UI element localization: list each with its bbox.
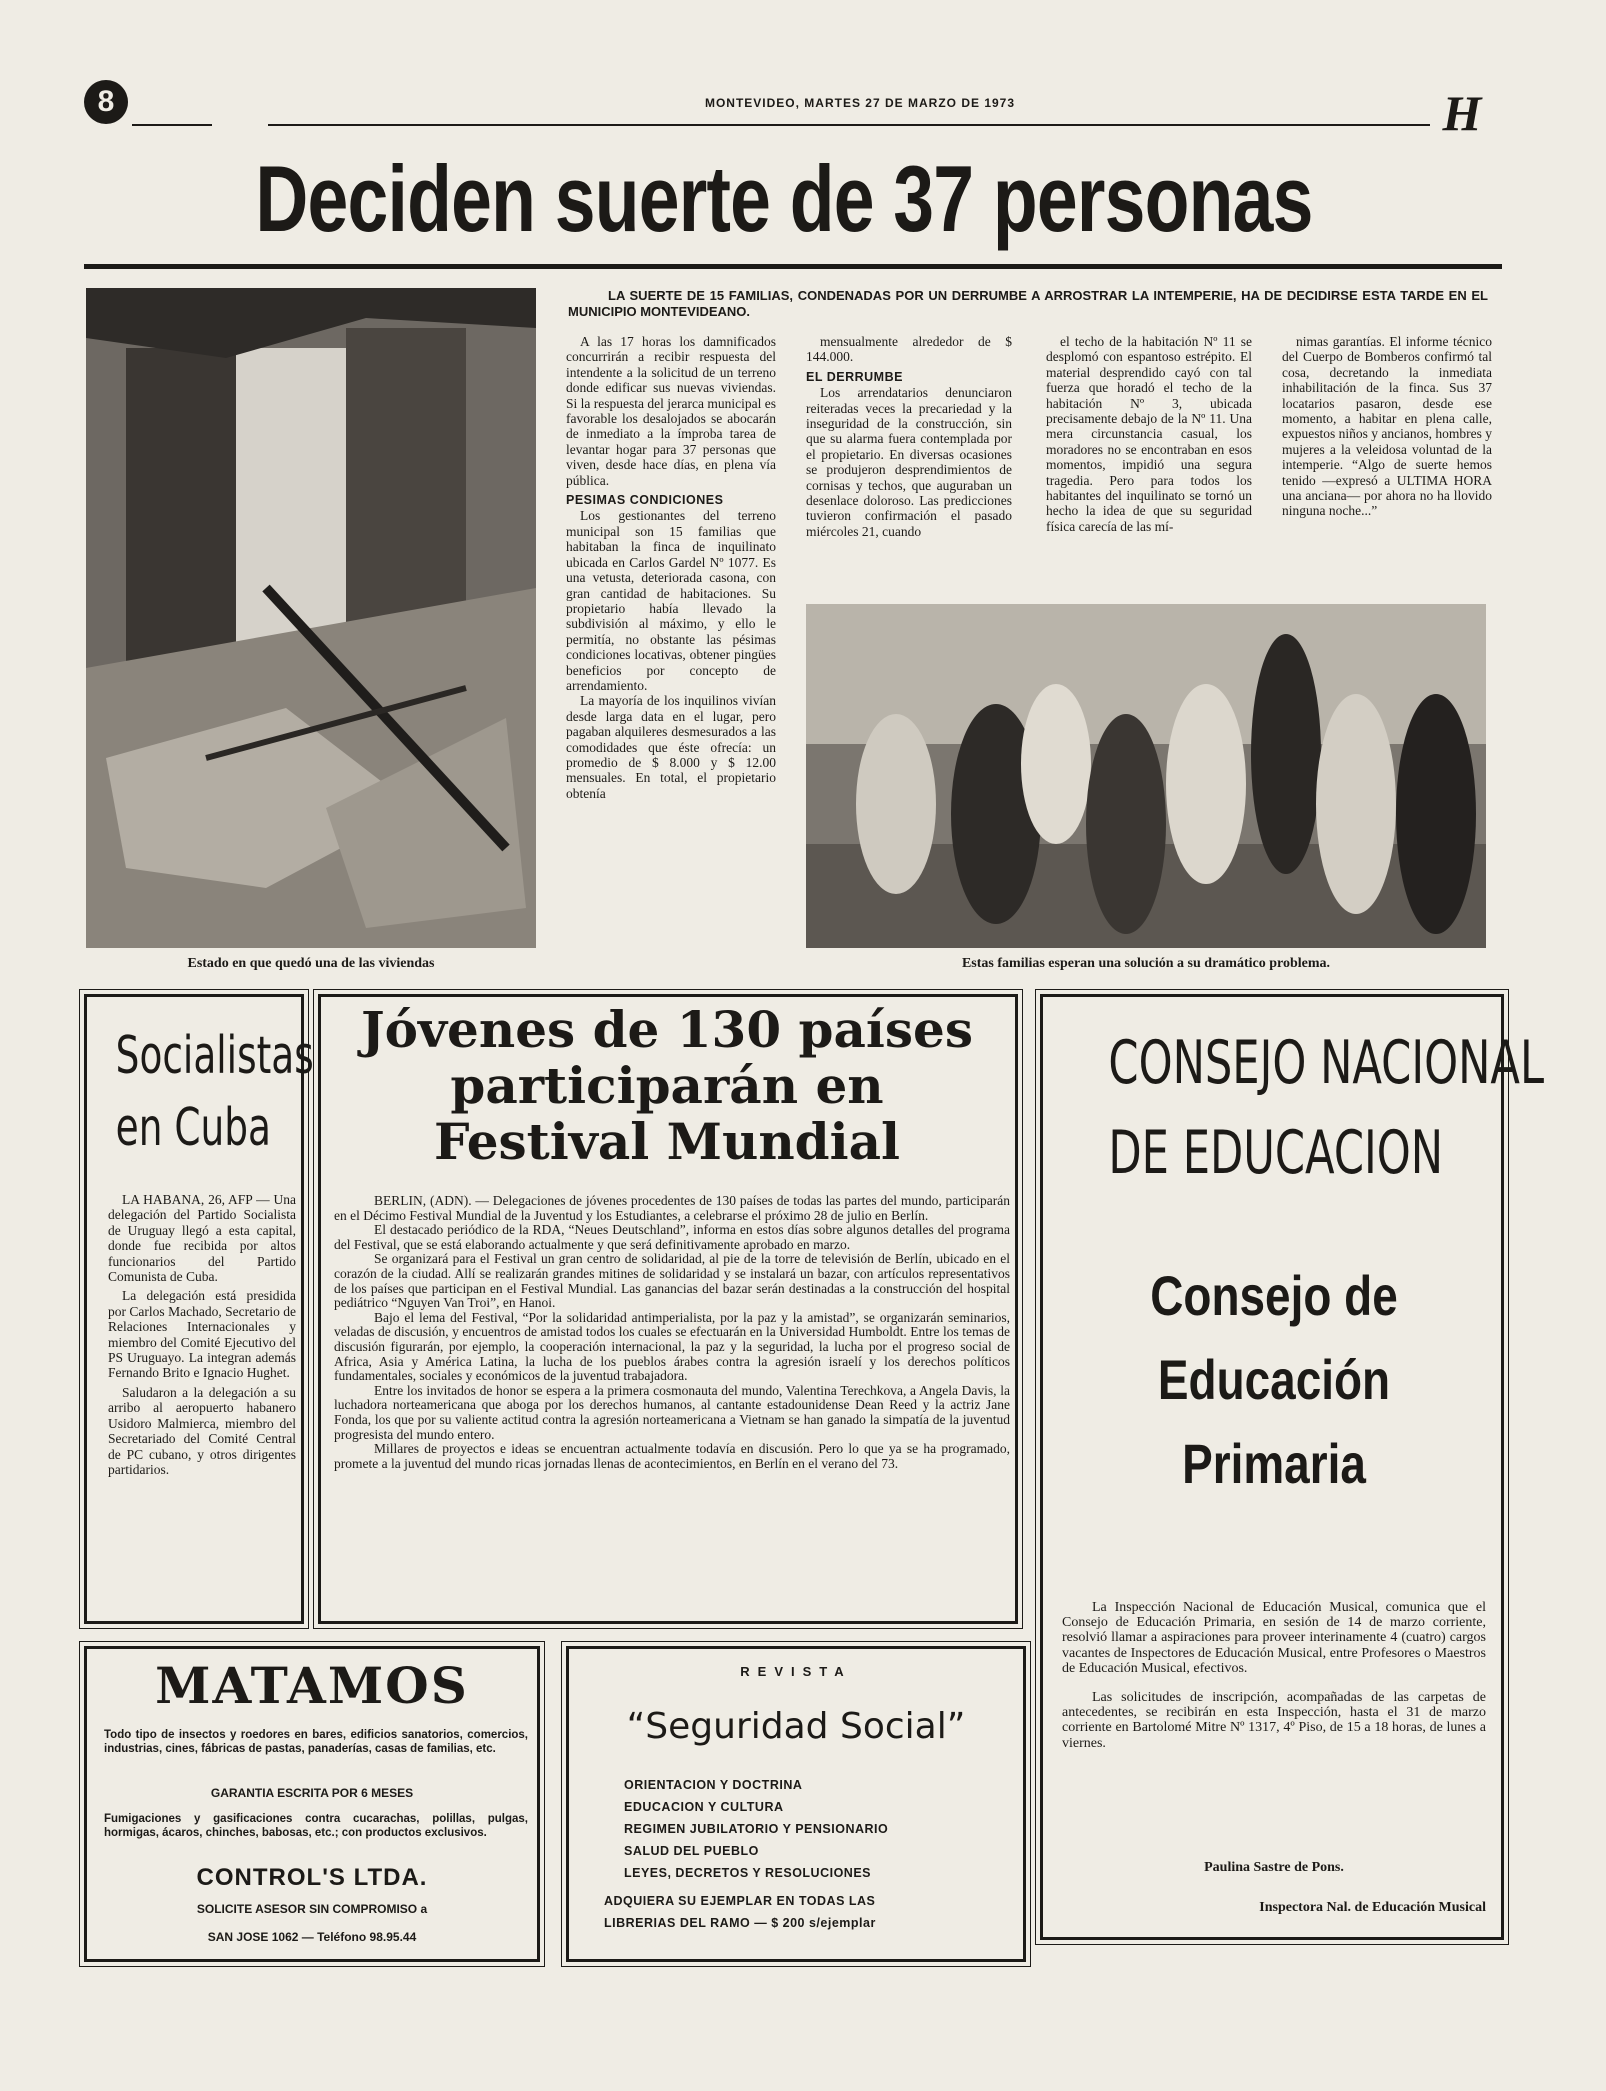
socialistas-paragraph: Saludaron a la delegación a su arribo al aeropuerto habanero Usidoro Malmierca, miembro del Secretariado del Comité Central de PC cubano, y otros dirigentes partidarios. (108, 1384, 296, 1477)
revista-footer-line: LIBRERIAS DEL RAMO — $ 200 s/ejemplar (604, 1916, 876, 1930)
revista-kicker: REVISTA (740, 1664, 852, 1679)
families-photo (806, 604, 1486, 948)
socialistas-title-line: en Cuba (115, 1098, 271, 1158)
column-paragraph: el techo de la habitación Nº 11 se desplomó con espantoso estrépito. El material desprendido cayó con tal fuerza que horadó el techo de la habitación Nº 3, ubicada precisamente debajo de la Nº 11. Una mera circunstancia casual, los moradores no se encontraban en esos momentos, impidió una segura tragedia. Pero para todos los habitantes del inquilinato se tornó un hecho la idea de que su seguridad física carecía de las mí- (1046, 334, 1252, 534)
consejo-paragraph: Las solicitudes de inscripción, acompañadas de las carpetas de antecedentes, se recibirán en esta Inspección, hasta el 31 de marzo corriente en Bartolomé Mitre Nº 1317, 4º Piso, de 15 a 18 horas, de lunes a viernes. (1062, 1690, 1486, 1751)
column-subhead: PESIMAS CONDICIONES (566, 493, 724, 508)
consejo-role: Inspectora Nal. de Educación Musical (1259, 1900, 1486, 1915)
article-column-4 (1282, 334, 1492, 519)
column-paragraph: nimas garantías. El informe técnico del Cuerpo de Bomberos confirmó tal cosa, decretando la inmediata inhabilitación de la finca. Sus 37 locatarios pasaron, desde ese momento, a habitar en plena calle, expuestos niños y ancianos, hombres y mujeres a la veleidosa voluntad de la intemperie. “Algo de suerte hemos tenido —expresó a ULTIMA HORA una anciana— por ahora no ha llovido ninguna noche...” (1282, 334, 1492, 519)
collapsed-house-photo (86, 288, 536, 948)
revista-footer-line: ADQUIERA SU EJEMPLAR EN TODAS LAS (604, 1894, 876, 1908)
column-subhead: EL DERRUMBE (806, 369, 903, 384)
header-rule-left (132, 124, 212, 126)
column-paragraph: La mayoría de los inquilinos vivían desde larga data en el lugar, pero pagaban alquileres desmesurados a las comodidades que éste ofrecía: un promedio de $ 8.000 y $ 12.00 mensuales. En total, el propietario obtenía (566, 693, 776, 801)
article-lead: LA SUERTE DE 15 FAMILIAS, CONDENADAS POR UN DERRUMBE A ARROSTRAR LA INTEMPERIE, HA DE DECIDIRSE ESTA TARDE EN EL MUNICIPIO MONTEVIDEANO. (568, 288, 1488, 319)
revista-title: “Seguridad Social” (626, 1706, 966, 1747)
jovenes-title-line: participarán en (450, 1056, 884, 1115)
revista-footer (604, 1890, 1010, 1934)
article-column-1 (566, 334, 776, 801)
column-paragraph: mensualmente alrededor de $ 144.000. (806, 334, 1012, 365)
jovenes-paragraph: Se organizará para el Festival un gran centro de solidaridad, al pie de la torre de televisión de Berlín, ubicado en el corazón de la ciudad. Allí se realizarán grandes mitines de solidaridad y se instalará un bazar, con artículos representativos de los países que participan en el Festival Mundial. Las ganancias del bazar serán destinadas a la construcción del hospital pediátrico “Nguyen Van Troi”, en Hanoi. (334, 1251, 1010, 1311)
revista-item: ORIENTACION Y DOCTRINA (624, 1778, 803, 1792)
consejo-subtitle-line: Consejo de (1150, 1264, 1398, 1327)
jovenes-paragraph: BERLIN, (ADN). — Delegaciones de jóvenes procedentes de 130 países de todas las partes del mundo, participarán en el Décimo Festival Mundial de la Juventud y los Estudiantes, a celebrarse el próximo 28 de julio en Berlín. (334, 1193, 1010, 1223)
consejo-subtitle-line: Primaria (1182, 1432, 1366, 1495)
jovenes-title-line: Jóvenes de 130 países (360, 1000, 973, 1059)
consejo-body (1062, 1600, 1486, 1765)
revista-item: EDUCACION Y CULTURA (624, 1800, 784, 1814)
jovenes-paragraph: El destacado periódico de la RDA, “Neues Deutschland”, informa en estos días sobre algunos detalles del programa del Festival, que se está elaborando actualmente y que será definitivamente aprobado en marzo. (334, 1222, 1010, 1252)
jovenes-title-line: Festival Mundial (433, 1112, 901, 1171)
socialistas-title (115, 1020, 314, 1164)
column-paragraph: Los gestionantes del terreno municipal son 15 familias que habitaban la finca de inquilinato ubicada en Carlos Gardel Nº 1077. Es una vetusta, deteriorada casona, con gran cantidad de habitaciones. Su propietario había llevado la subdivisión al máximo, y ello le permitía, no obstante las pésimas condiciones locativas, obtener pingües beneficios por concepto de arrendamiento. (566, 508, 776, 693)
matamos-text-1: Todo tipo de insectos y roedores en bares, edificios sanatorios, comercios, industrias, cines, fábricas de pastas, panaderías, casas de familias, etc. (104, 1729, 528, 1755)
jovenes-body (334, 1194, 1010, 1471)
headline-rule (84, 264, 1502, 269)
jovenes-paragraph: Bajo el lema del Festival, “Por la solidaridad antimperialista, por la paz y la amistad”, se organizarán seminarios, veladas de discusión, y encuentros de amistad todos los cuales se efectuarán en la Universidad Humboldt. Entre los temas de discusión figurarán, por ejemplo, la cooperación internacional, la paz y la seguridad, la lucha por el progreso social de Africa, Asia y América Latina, la lucha de los pueblos árabes contra la agresión israelí y los derechos políticos fundamentales, sociales y económicos de la juventud trabajadora. (334, 1309, 1010, 1384)
consejo-title-line: CONSEJO NACIONAL (1108, 1028, 1545, 1098)
article-column-3 (1046, 334, 1252, 534)
consejo-subtitle (1085, 1254, 1462, 1506)
revista-item: LEYES, DECRETOS Y RESOLUCIONES (624, 1866, 872, 1880)
consejo-signature: Paulina Sastre de Pons. (1204, 1860, 1344, 1875)
dateline: MONTEVIDEO, MARTES 27 DE MARZO DE 1973 (704, 96, 1016, 110)
consejo-title-line: DE EDUCACION (1108, 1118, 1444, 1188)
matamos-title: MATAMOS (155, 1656, 469, 1715)
matamos-company: CONTROL'S LTDA. (196, 1864, 428, 1891)
revista-item: REGIMEN JUBILATORIO Y PENSIONARIO (624, 1822, 889, 1836)
right-photo-caption: Estas familias esperan una solución a su dramático problema. (961, 956, 1331, 971)
header-rule-right (268, 124, 1430, 126)
matamos-contact-line: SAN JOSE 1062 — Teléfono 98.95.44 (207, 1930, 417, 1944)
socialistas-paragraph: LA HABANA, 26, AFP — Una delegación del Partido Socialista de Uruguay llegó a esta capital, donde fue recibida por altos funcionarios del Partido Comunista de Cuba. (108, 1192, 296, 1285)
matamos-contact-line: SOLICITE ASESOR SIN COMPROMISO a (196, 1902, 428, 1916)
jovenes-title (322, 1002, 1012, 1170)
column-paragraph: Los arrendatarios denunciaron reiteradas veces la precariedad y la inseguridad de la construcción, sin que su alarma fuera contemplada por el propietario. En diversas ocasiones se produjeron desprendimientos de cornisas y techos, que auguraban un desenlace doloroso. Las predicciones tuvieron confirmación el pasado miércoles 21, cuando (806, 385, 1012, 539)
matamos-text-2: Fumigaciones y gasificaciones contra cucarachas, polillas, pulgas, hormigas, ácaros, chinches, babosas, etc.; con productos exclusivos. (104, 1813, 528, 1839)
socialistas-title-line: Socialistas (115, 1026, 314, 1086)
revista-item: SALUD DEL PUEBLO (624, 1844, 759, 1858)
column-paragraph: A las 17 horas los damnificados concurrirán a recibir respuesta del intendente a la solicitud de un terreno donde edificar sus nuevas viviendas. Si la respuesta del jerarca municipal es favorable los desalojados se abocarán de inmediato a la ímproba tarea de levantar hogar para 37 personas que viven, desde hace días, en plena vía pública. (566, 334, 776, 488)
socialistas-paragraph: La delegación está presidida por Carlos Machado, Secretario de Relaciones Internacionales y miembro del Comité Ejecutivo del PS Uruguayo. La integran además Fernando Brito e Ignacio Hughet. (108, 1288, 296, 1381)
consejo-subtitle-line: Educación (1157, 1348, 1391, 1411)
consejo-paragraph: La Inspección Nacional de Educación Musical, comunica que el Consejo de Educación Primaria, en sesión de 14 de marzo corriente, resolvió llamar a aspiraciones para proveer interinamente 4 (cuatro) cargos vacantes de Inspectores de Educación Musical, entre Profesores o Maestros de Educación Musical, efectivos. (1062, 1600, 1486, 1676)
jovenes-paragraph: Millares de proyectos e ideas se encuentran actualmente todavía en discusión. Pero lo que ya se ha programado, promete a la juventud del mundo ricas jornadas llenas de acontecimientos, en Berlín en el verano del 73. (334, 1441, 1010, 1471)
consejo-title (1108, 1018, 1545, 1198)
matamos-guarantee: GARANTIA ESCRITA POR 6 MESES (210, 1786, 414, 1800)
jovenes-paragraph: Entre los invitados de honor se espera a la primera cosmonauta del mundo, Valentina Terechkova, a Angela Davis, la luchadora norteamericana que aboga por los derechos humanos, al cantante estadounidense Dean Reed y la actriz Jane Fonda, los que por su valiente actitud contra la agresión norteamericana a Vietnam se han ganado la simpatía de la juventud progresista del mundo entero. (334, 1382, 1010, 1442)
article-column-2 (806, 334, 1012, 539)
revista-items (624, 1774, 1024, 1884)
main-headline: Deciden suerte de 37 personas (255, 146, 1313, 251)
socialistas-body (108, 1192, 296, 1481)
page-number: 8 (84, 80, 128, 124)
left-photo-caption: Estado en que quedó una de las viviendas (187, 956, 435, 971)
newspaper-logo: H (1442, 85, 1482, 141)
